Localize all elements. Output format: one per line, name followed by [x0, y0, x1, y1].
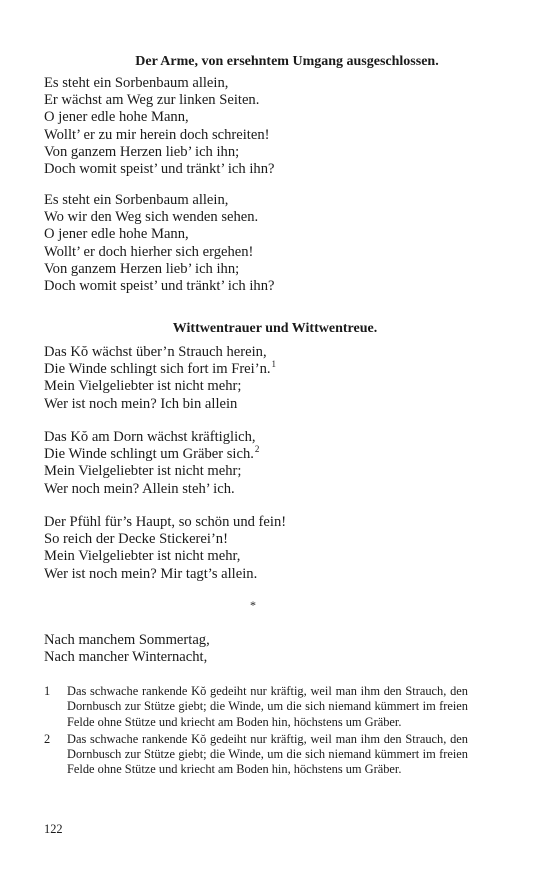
poem-title-2: Wittwentrauer und Wittwentreue.: [172, 321, 378, 336]
verse-line-text: Die Winde schlingt um Gräber sich.: [44, 446, 254, 463]
footnotes: [44, 684, 468, 780]
section-separator: *: [250, 598, 256, 612]
verse-line: Nach manchem Sommertag,: [44, 632, 210, 648]
verse-line: Er wächst am Weg zur linken Seiten.: [44, 92, 260, 109]
footnote-text: Das schwache rankende Kŏ gedeiht nur kräftig, weil man ihm den Strauch, den Dornbusch zur Stütze giebt; die Winde, um die sich niemand kümmert im freien Felde ohne Stütze und kriecht am Boden hin, höchstens um Gräber.: [67, 731, 468, 777]
page-number: 122: [44, 822, 63, 836]
verse-line: Es steht ein Sorbenbaum allein,: [44, 75, 229, 91]
verse-line: Der Pfühl für’s Haupt, so schön und fein!: [44, 514, 287, 530]
verse-line: Wollt’ er doch hierher sich ergehen!: [44, 243, 254, 260]
verse-line: Wer ist noch mein? Mir tagt’s allein.: [44, 565, 258, 582]
poem-title-1: Der Arme, von ersehntem Umgang ausgeschlossen.: [135, 54, 439, 69]
verse-line: Mein Vielgeliebter ist nicht mehr;: [44, 463, 242, 480]
verse-line: Das Kŏ am Dorn wächst kräftiglich,: [44, 429, 256, 445]
stanza-5: [44, 514, 514, 583]
stanza-6: [44, 632, 514, 666]
footnote-ref-1[interactable]: 1: [271, 359, 277, 370]
verse-line: Es steht ein Sorbenbaum allein,: [44, 192, 229, 208]
verse-line: Wo wir den Weg sich wenden sehen.: [44, 209, 259, 226]
verse-line: Wer ist noch mein? Ich bin allein: [44, 395, 238, 412]
verse-line: Von ganzem Herzen lieb’ ich ihn;: [44, 143, 240, 160]
verse-line: Mein Vielgeliebter ist nicht mehr;: [44, 378, 242, 395]
verse-line: Wer noch mein? Allein steh’ ich.: [44, 480, 235, 497]
verse-line: Doch womit speist’ und tränkt’ ich ihn?: [44, 161, 275, 178]
footnote-ref-2[interactable]: 2: [254, 444, 260, 455]
verse-line: Wollt’ er zu mir herein doch schreiten!: [44, 126, 270, 143]
verse-line: Doch womit speist’ und tränkt’ ich ihn?: [44, 278, 275, 295]
verse-line: [44, 361, 514, 378]
verse-line: [44, 446, 514, 463]
verse-line: So reich der Decke Stickerei’n!: [44, 531, 228, 548]
footnote-2: [44, 732, 468, 778]
stanza-3: [44, 344, 514, 413]
stanza-2: [44, 192, 514, 295]
verse-line: O jener edle hohe Mann,: [44, 109, 189, 126]
verse-line: Das Kŏ wächst über’n Strauch herein,: [44, 344, 267, 360]
verse-line: O jener edle hohe Mann,: [44, 226, 189, 243]
footnote-text: Das schwache rankende Kŏ gedeiht nur kräftig, weil man ihm den Strauch, den Dornbusch zur Stütze giebt; die Winde, um die sich niemand kümmert im freien Felde ohne Stütze und kriecht am Boden hin, höchstens um Gräber.: [67, 684, 468, 729]
stanza-4: [44, 429, 514, 498]
footnote-number: 1: [44, 684, 51, 698]
verse-line-text: Die Winde schlingt sich fort im Frei’n.: [44, 361, 271, 378]
verse-line: Von ganzem Herzen lieb’ ich ihn;: [44, 260, 240, 277]
footnote-number: 2: [44, 731, 51, 746]
verse-line: Mein Vielgeliebter ist nicht mehr,: [44, 548, 241, 565]
verse-line: Nach mancher Winternacht,: [44, 649, 208, 666]
footnote-1: [44, 684, 468, 730]
stanza-1: [44, 75, 514, 178]
